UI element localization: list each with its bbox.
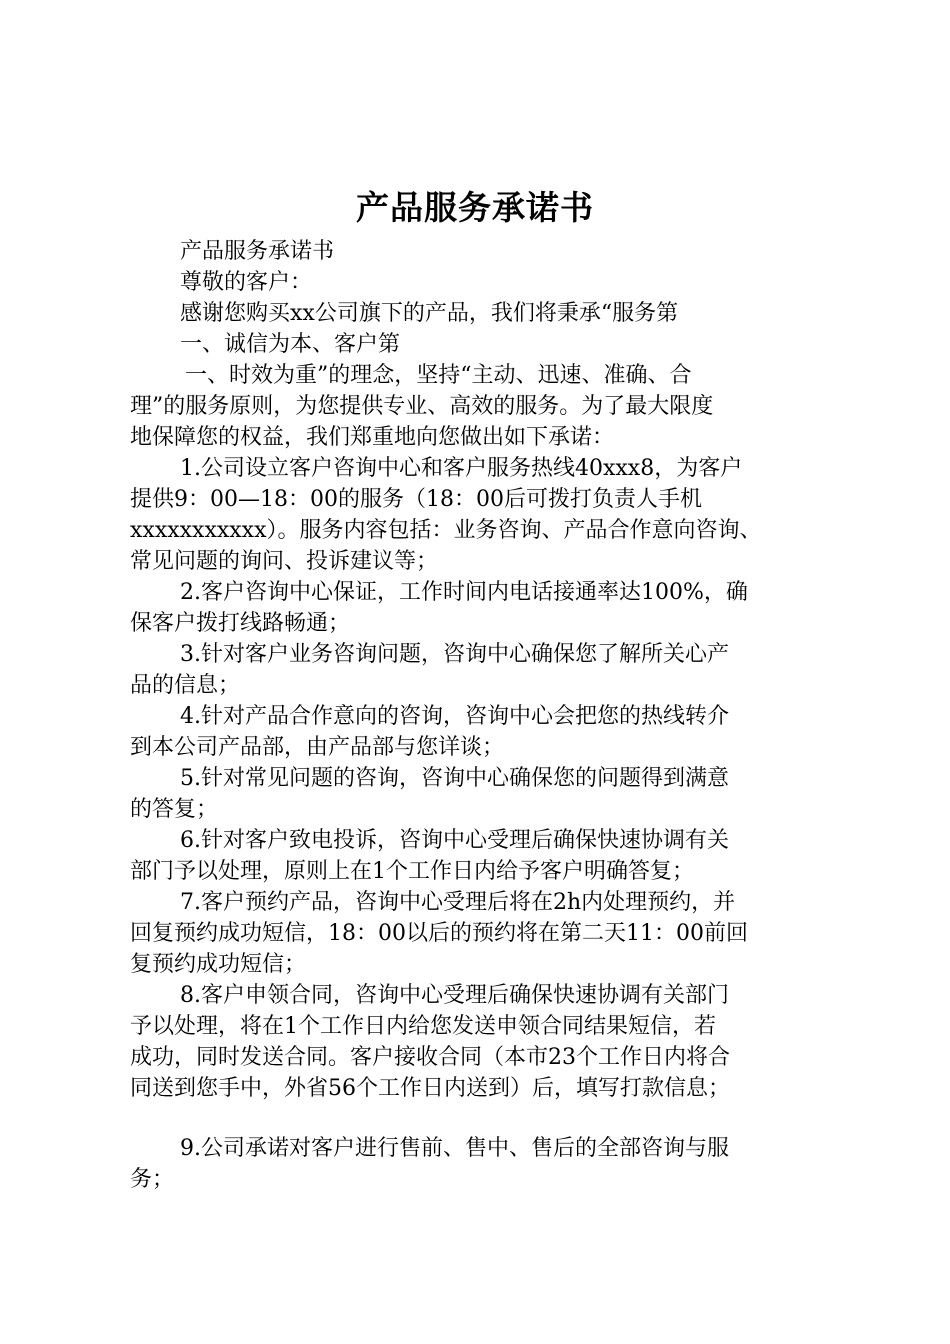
body-line: 的答复； — [130, 797, 219, 822]
body-line: 同送到您手中，外省56个工作日内送到）后，填写打款信息； — [130, 1076, 730, 1101]
body-line: 保客户拨打线路畅通； — [130, 611, 351, 636]
body-line: xxxxxxxxxxx）。服务内容包括：业务咨询、产品合作意向咨询、 — [130, 518, 762, 543]
body-line: 1.公司设立客户咨询中心和客户服务热线40xxx8，为客户 — [180, 456, 743, 481]
body-line: 一、时效为重”的理念，坚持“主动、迅速、准确、合 — [185, 363, 692, 388]
body-line: 成功，同时发送合同。客户接收合同（本市23个工作日内将合 — [130, 1045, 730, 1070]
body-line: 品的信息； — [130, 673, 241, 698]
body-line: 感谢您购买xx公司旗下的产品，我们将秉承“服务第 — [180, 301, 679, 326]
body-line: 产品服务承诺书 — [180, 239, 335, 264]
body-line: 6.针对客户致电投诉，咨询中心受理后确保快速协调有关 — [180, 828, 729, 853]
body-line: 地保障您的权益，我们郑重地向您做出如下承诺： — [130, 425, 615, 450]
body-line: 理”的服务原则，为您提供专业、高效的服务。为了最大限度 — [130, 394, 714, 419]
body-line: 4.针对产品合作意向的咨询，咨询中心会把您的热线转介 — [180, 704, 729, 729]
body-line: 提供9：00—18：00的服务（18：00后可拨打负责人手机 — [130, 487, 702, 512]
body-line: 务； — [130, 1167, 175, 1192]
body-line: 复预约成功短信； — [130, 952, 307, 977]
body-line: 一、诚信为本、客户第 — [180, 332, 401, 357]
body-line: 常见问题的询问、投诉建议等； — [130, 549, 439, 574]
body-line: 5.针对常见问题的咨询，咨询中心确保您的问题得到满意 — [180, 766, 729, 791]
body-line: 8.客户申领合同，咨询中心受理后确保快速协调有关部门 — [180, 983, 729, 1008]
body-line: 尊敬的客户： — [180, 270, 313, 295]
body-line: 9.公司承诺对客户进行售前、售中、售后的全部咨询与服 — [180, 1136, 729, 1161]
body-line: 予以处理，将在1个工作日内给您发送申领合同结果短信，若 — [130, 1014, 716, 1039]
document-title: 产品服务承诺书 — [356, 188, 594, 227]
body-line: 7.客户预约产品，咨询中心受理后将在2h内处理预约，并 — [180, 890, 736, 915]
body-line: 部门予以处理，原则上在1个工作日内给予客户明确答复； — [130, 859, 694, 884]
body-line: 回复预约成功短信，18：00以后的预约将在第二天11：00前回 — [130, 921, 748, 946]
body-line: 3.针对客户业务咨询问题，咨询中心确保您了解所关心产 — [180, 642, 729, 667]
body-line: 到本公司产品部，由产品部与您详谈； — [130, 735, 505, 760]
body-line: 2.客户咨询中心保证，工作时间内电话接通率达100%，确 — [180, 580, 748, 605]
